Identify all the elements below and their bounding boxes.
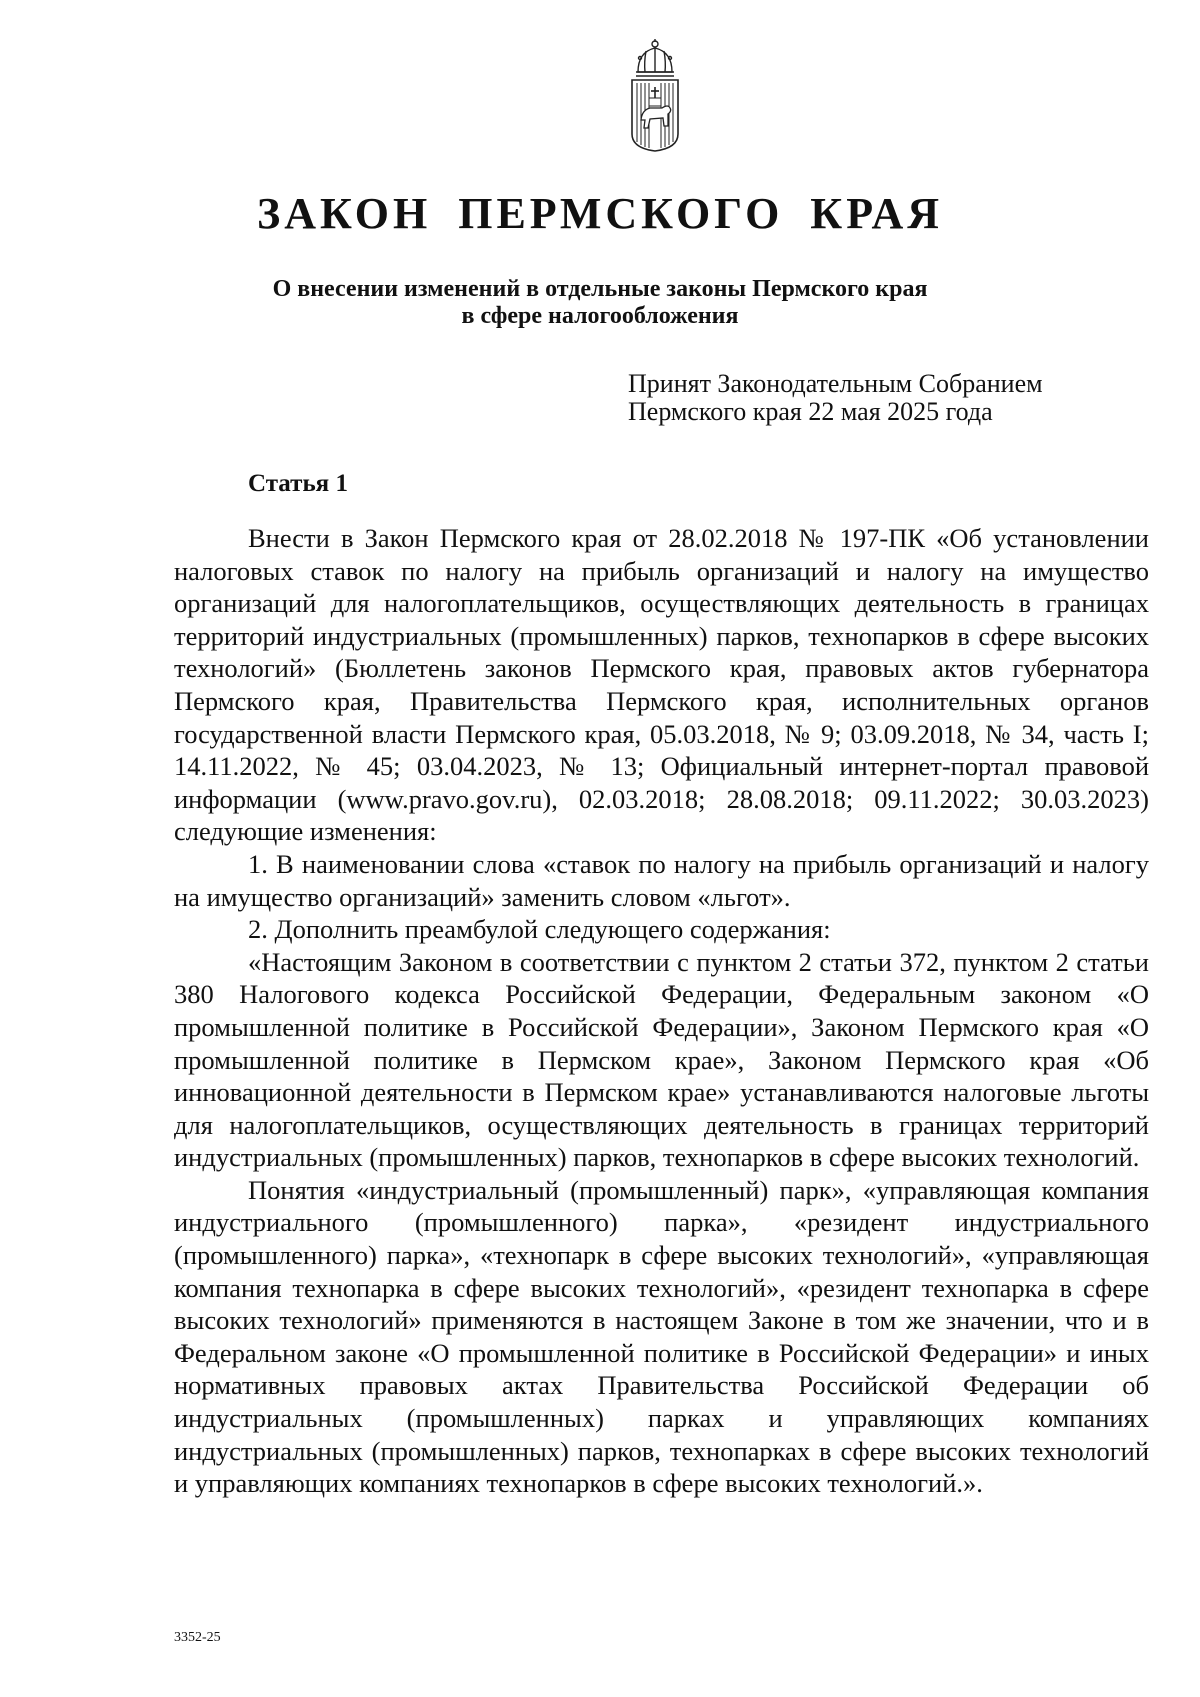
law-subtitle-line-2: в сфере налогообложения xyxy=(461,303,739,329)
article-paragraph: Понятия «индустриальный (промышленный) парк», «управляющая компания индустриального (промышленного) парка», «резидент индустриального (промышленного) парка», «технопарк в сфере высоких технологий», «управляющая компания технопарка в сфере высоких технологий», «резидент технопарка в сфере высоких технологий» применяются в настоящем Законе в том же значении, что и в Федеральном законе «О промышленной политике в Российской Федерации» и иных нормативных правовых актах Правительства Российской Федерации об индустриальных (промышленных) парках и управляющих компаниях индустриальных (промышленных) парков, технопарках в сфере высоких технологий и управляющих компаниях технопарков в сфере высоких технологий.». xyxy=(174,1174,1149,1499)
law-subtitle-line-1: О внесении изменений в отдельные законы Пермского края xyxy=(272,276,928,302)
article-paragraph: «Настоящим Законом в соответствии с пунктом 2 статьи 372, пунктом 2 статьи 380 Налогового кодекса Российской Федерации, Федеральным законом «О промышленной политике в Российской Федерации», Законом Пермского края «О промышленной политике в Пермском крае», Законом Пермского края «Об инновационной деятельности в Пермском крае» устанавливаются налоговые льготы для налогоплательщиков, осуществляющих деятельность в границах территорий индустриальных (промышленных) парков, технопарков в сфере высоких технологий. xyxy=(174,946,1149,1173)
article-heading: Статья 1 xyxy=(248,470,348,497)
adoption-note-line-1: Принят Законодательным Собранием xyxy=(628,369,1043,398)
law-title: ЗАКОН ПЕРМСКОГО КРАЯ xyxy=(256,189,944,238)
coat-of-arms-icon xyxy=(626,38,684,154)
adoption-note xyxy=(628,370,1128,426)
article-paragraph: 2. Дополнить преамбулой следующего содержания: xyxy=(248,914,831,945)
article-body xyxy=(174,522,1149,1500)
article-paragraph: Внести в Закон Пермского края от 28.02.2018 № 197-ПК «Об установлении налоговых ставок по налогу на прибыль организаций и налогу на имущество организаций для налогоплательщиков, осуществляющих деятельность в границах территорий индустриальных (промышленных) парков, технопарков в сфере высоких технологий» (Бюллетень законов Пермского края, правовых актов губернатора Пермского края, Правительства Пермского края, исполнительных органов государственной власти Пермского края, 05.03.2018, № 9; 03.09.2018, № 34, часть I; 14.11.2022, № 45; 03.04.2023, № 13; Официальный интернет-портал правовой информации (www.pravo.gov.ru), 02.03.2018; 28.08.2018; 09.11.2022; 30.03.2023) следующие изменения: xyxy=(174,523,1149,847)
article-paragraph: 1. В наименовании слова «ставок по налогу на прибыль организаций и налогу на имущество организаций» заменить словом «льгот». xyxy=(174,848,1149,912)
document-code: 3352-25 xyxy=(174,1630,221,1645)
law-subtitle xyxy=(200,276,1000,330)
adoption-note-line-2: Пермского края 22 мая 2025 года xyxy=(628,397,993,426)
